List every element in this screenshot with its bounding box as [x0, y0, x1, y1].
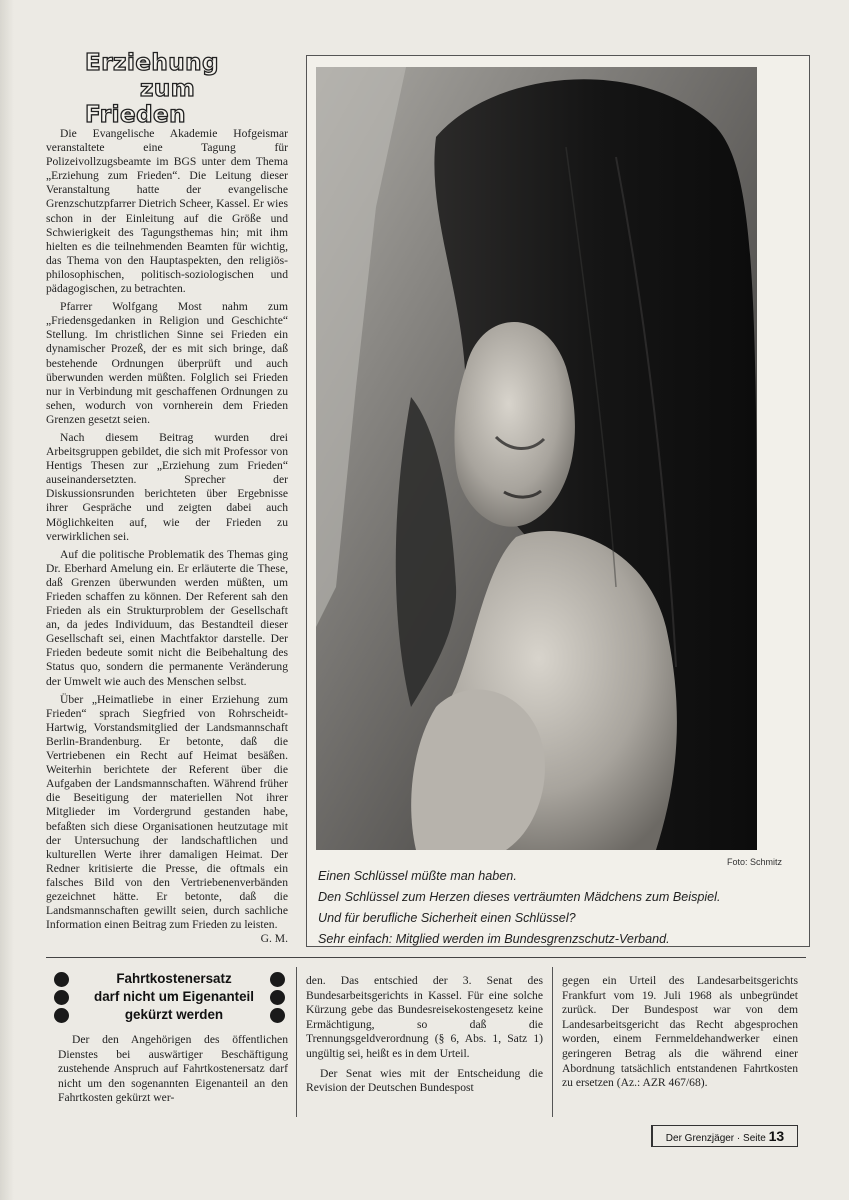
caption-line: Einen Schlüssel müßte man haben. [318, 869, 517, 883]
article-paragraph-last [46, 692, 288, 946]
box-paragraph: Der Senat wies mit der Entscheidung die Revision der Deutschen Bundespost [306, 1066, 543, 1095]
box-paragraph: den. Das entschied der 3. Senat des Bundesarbeitsgerichts in Kassel. Für eine solche Kürzung gebe das Bundesreisekostengesetz keine Ermächtigung, so daß die Trennungsgeldverordnung (§ 6, Abs. 1, Satz 1) ungültig sei, heißt es in dem Urteil. [306, 974, 543, 1060]
portrait-photo [316, 67, 757, 850]
box-title-line: gekürzt werden [124, 1007, 224, 1022]
page-edge-shadow [0, 0, 14, 1200]
box-title-line: darf nicht um Eigenanteil [94, 989, 254, 1004]
bullet-dot [54, 990, 69, 1005]
photo-caption [318, 866, 788, 950]
page-label: Seite [743, 1133, 766, 1144]
article-paragraph: Nach diesem Beitrag wurden drei Arbeitsgruppen gebildet, die sich mit Professor von Hentigs Thesen zur „Erziehung zum Frieden“ auseinandersetzten. Sprecher der Diskussionsrunden berichteten über Ergebnisse ihrer Gespräche und zeigten dabei auch Möglichkeiten auf, wie der Frieden zu verwirklichen sei. [46, 430, 288, 543]
portrait-photo-graphic [316, 67, 757, 850]
article-signature: G. M. [260, 932, 288, 946]
title-line: Erziehung [85, 50, 220, 76]
caption-line: Den Schlüssel zum Herzen dieses verträumten Mädchens zum Beispiel. [318, 890, 721, 904]
article-body [46, 127, 288, 946]
box-column-1 [58, 1033, 288, 1111]
title-line: Frieden [85, 102, 187, 128]
caption-line: Sehr einfach: Mitglied werden im Bundesgrenzschutz-Verband. [318, 932, 670, 946]
box-column-3 [562, 974, 798, 1096]
caption-line: Und für berufliche Sicherheit einen Schlüssel? [318, 911, 576, 925]
article-paragraph: Auf die politische Problematik des Themas ging Dr. Eberhard Amelung ein. Er erläuterte die These, daß Grenzen überwunden werden müßten, um Frieden schaffen zu können. Der Referent sah den Frieden als ein Strukturproblem der Gesellschaft an, da jedes Individuum, das Bestandteil dieser Gesellschaft sei, einen Machtfaktor darstelle. Der Frieden bedeute somit nicht die Beibehaltung des Status quo, sondern die permanente Veränderung der Umwelt wie auch des Menschen selbst. [46, 547, 288, 688]
column-rule [296, 967, 297, 1117]
article-title [85, 50, 285, 128]
footer-separator: · [736, 1133, 741, 1144]
title-line: zum [140, 76, 196, 102]
bullet-dot [54, 972, 69, 987]
box-article-title [76, 970, 272, 1024]
box-title-line: Fahrtkostenersatz [116, 971, 232, 986]
box-paragraph: Der den Angehörigen des öffentlichen Dienstes bei auswärtiger Beschäftigung zustehende Anspruch auf Fahrtkostenersatz darf nicht um den sogenannten Eigenanteil an den Fahrtkosten gekürzt wer- [58, 1033, 288, 1105]
page-number: 13 [768, 1128, 785, 1144]
bullet-dot [270, 972, 285, 987]
bullet-dot [270, 1008, 285, 1023]
box-paragraph: gegen ein Urteil des Landesarbeitsgerichts Frankfurt vom 19. Juli 1968 als unbegründet zurück. Der Bundespost war von dem Landesarbeitsgericht das Recht abgesprochen worden, einem Fernmeldehandwerker einen geringeren Betrag als die während einer Abordnung tatsächlich entstandenen Fahrtkosten zu ersetzen (Az.: AZR 467/68). [562, 974, 798, 1090]
column-rule [552, 967, 553, 1117]
article-paragraph: Pfarrer Wolfgang Most nahm zum „Friedensgedanken in Religion und Geschichte“ Stellung. Im christlichen Sinne sei Frieden ein dynamischer Prozeß, der es mit sich bringe, daß bestehende Ordnungen überprüft und auch überwunden werden müßten. Folglich sei Frieden nur in Verbindung mit geschaffenen Ordnungen zu sehen, wodurch von vornherein dem Frieden Grenzen gesetzt seien. [46, 300, 288, 426]
article-paragraph: Über „Heimatliebe in einer Erziehung zum Frieden“ sprach Siegfried von Rohrscheidt-Hartwig, Vorstandsmitglied der Landsmannschaft Berlin-Brandenburg. Er betonte, daß die Vertriebenen ein Recht auf Heimat besäßen. Weiterhin berichtete der Referent über die Aufgaben der Landsmannschaften. Während früher die Beseitigung der materiellen Not ihrer Mitglieder im Vordergrund gestanden habe, befaßten sich diese Organisationen heutzutage mit der Untersuchung der landschaftlichen und kulturellen Werte ihrer damaligen Heimat. Der Redner kritisierte die Presse, die oftmals ein falsches Bild von den Vertriebenenverbänden gezeichnet hätte. Er betonte, daß die Landsmannschaften gewillt seien, durch sachliche Information einen Beitrag zum Frieden zu leisten. [46, 692, 288, 932]
photo-credit: Foto: Schmitz [727, 857, 783, 867]
article-paragraph: Die Evangelische Akademie Hofgeismar veranstaltete eine Tagung für Polizeivollzugsbeamte im BGS unter dem Thema „Erziehung zum Frieden“. Die Leitung dieser Veranstaltung hatte der evangelische Grenzschutzpfarrer Dietrich Scheer, Kassel. Er wies schon in der Einleitung auf die Größe und Schwierigkeit des Tagungsthemas hin; mit ihm hielten es die teilnehmenden Beamten für wichtig, das Thema von den Hauptaspekten, den religiös-philosophischen, politisch-soziologischen und pädagogischen, zu betrachten. [46, 127, 288, 296]
publication-name: Der Grenzjäger [665, 1133, 735, 1144]
bullet-dot [270, 990, 285, 1005]
bullet-dot [54, 1008, 69, 1023]
box-top-rule [46, 957, 806, 958]
page-footer [651, 1125, 798, 1147]
box-column-2 [306, 974, 543, 1101]
